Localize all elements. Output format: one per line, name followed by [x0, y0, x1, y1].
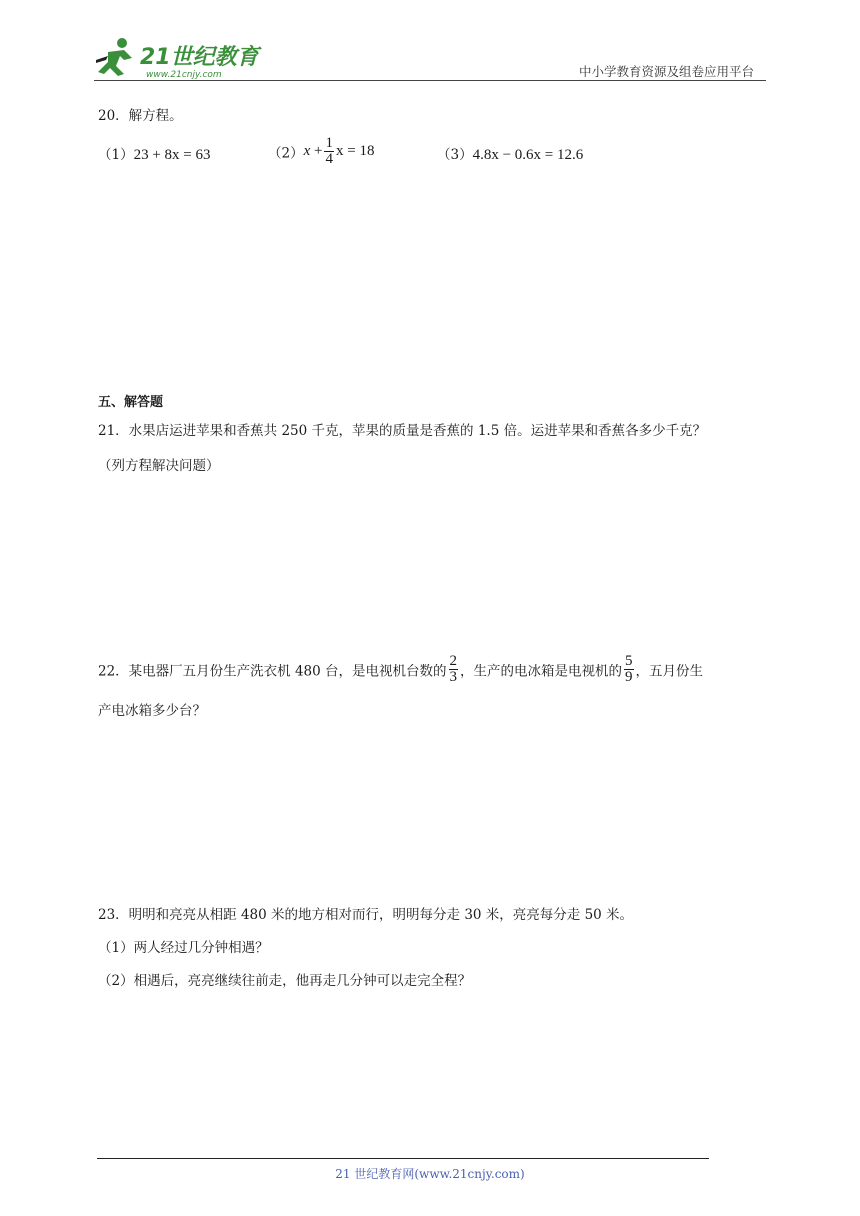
q20-part2-x: x — [303, 143, 311, 159]
q20-title: 20．解方程。 — [98, 108, 183, 124]
q22-line2: 产电冰箱多少台？ — [98, 703, 206, 719]
fraction-denominator: 4 — [325, 151, 333, 167]
q22-text-a: 22．某电器厂五月份生产洗衣机 480 台，是电视机台数的 — [98, 663, 447, 680]
q20-part3-label: （3） — [437, 147, 473, 163]
q20-part3-equation: 4.8x − 0.6x = 12.6 — [472, 147, 584, 163]
logo — [94, 34, 264, 80]
header-platform-text: 中小学教育资源及组卷应用平台 — [578, 64, 754, 79]
header-divider — [94, 80, 766, 81]
runner-icon — [96, 38, 132, 76]
q20-part2-label: （2） — [268, 145, 304, 162]
section-title: 五、解答题 — [98, 395, 164, 410]
q22-fraction-1 — [449, 654, 459, 685]
q22-text-b: ，生产的电冰箱是电视机的 — [460, 663, 623, 680]
q22-fraction-2 — [624, 654, 634, 685]
q20-part2-rest: x = 18 — [335, 143, 375, 159]
fraction-denominator: 3 — [449, 669, 458, 685]
footer-link[interactable]: 21 世纪教育网(www.21cnjy.com) — [335, 1167, 525, 1181]
svg-text:www.21cnjy.com: www.21cnjy.com — [146, 70, 222, 80]
q20-part3 — [437, 145, 583, 165]
q23-line1: 23．明明和亮亮从相距 480 米的地方相对而行，明明每分走 30 米，亮亮每分走 50 米。 — [98, 907, 634, 923]
q20-part2-plus: + — [314, 143, 323, 159]
q22-line1 — [98, 654, 703, 685]
q21-line2: （列方程解决问题） — [98, 458, 220, 474]
q20-part2 — [268, 136, 374, 167]
fraction-numerator: 2 — [449, 653, 458, 669]
q23-sub1: （1）两人经过几分钟相遇？ — [98, 940, 269, 956]
q20-part2-fraction — [324, 136, 334, 167]
q22-text-c: ，五月份生 — [635, 663, 704, 680]
fraction-denominator: 9 — [625, 669, 633, 685]
q21-line1: 21．水果店运进苹果和香蕉共 250 千克，苹果的质量是香蕉的 1.5 倍。运进苹果和香蕉各多少千克？ — [98, 423, 707, 439]
fraction-numerator: 1 — [325, 135, 333, 151]
q20-part1-label: （1） — [98, 147, 134, 163]
q20-part1-equation: 23 + 8x = 63 — [133, 147, 211, 163]
fraction-numerator: 5 — [625, 653, 633, 669]
q23-sub2: （2）相遇后，亮亮继续往前走，他再走几分钟可以走完全程？ — [98, 973, 472, 989]
footer-divider — [97, 1158, 709, 1159]
svg-text:21世纪教育: 21世纪教育 — [140, 45, 259, 70]
q20-part1 — [98, 145, 211, 165]
